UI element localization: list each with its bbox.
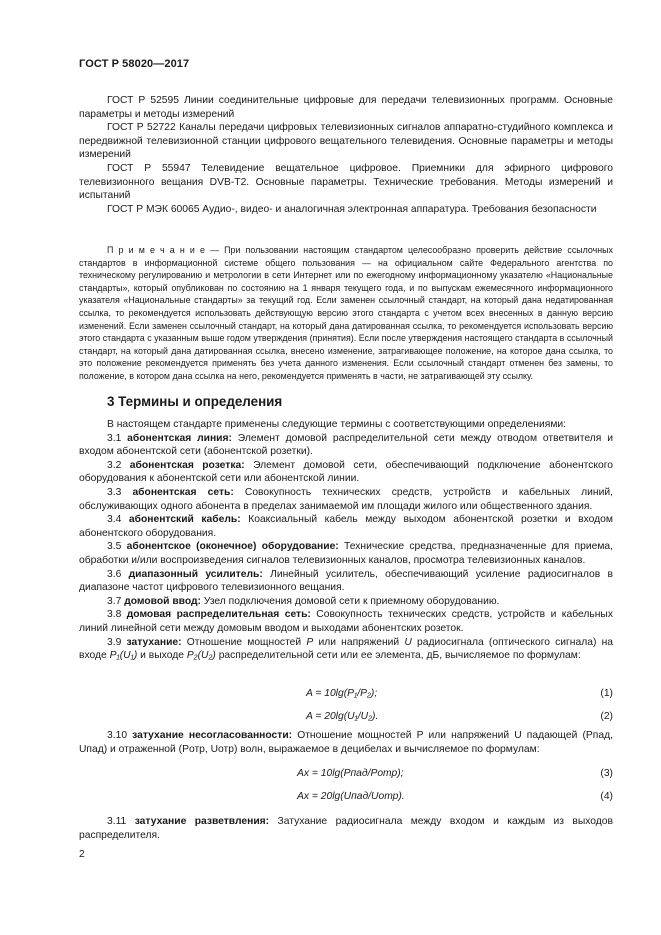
term-item: 3.2 абонентская розетка: Элемент домовой сети, обеспечивающий подключение абонентского оборудования к абонентской сети или абонентской линии. bbox=[79, 459, 613, 485]
term-item: 3.1 абонентская линия: Элемент домовой распределительной сети между отводом ответвителя и входом абонентской сети (абонентской розетки). bbox=[79, 432, 613, 458]
term-item: 3.7 домовой ввод: Узел подключения домовой сети к приемному оборудованию. bbox=[107, 595, 500, 607]
formula-3: Ax = 10lg(Pпад/Pотр); bbox=[297, 768, 404, 779]
term-item: 3.4 абонентский кабель: Коаксиальный кабель между выходом абонентской розетки и входом абонентского оборудования. bbox=[79, 514, 613, 539]
term-item: 3.5 абонентское (оконечное) оборудование: Технические средства, предназначенные для приема, обработки и/или воспроизведения сигналов телевизионных каналов, просмотра телевизионных каналов. bbox=[79, 541, 613, 566]
ref-item: ГОСТ Р 52595 Линии соединительные цифровые для передачи телевизионных программ. Основные параметры и методы измерений bbox=[79, 95, 613, 120]
ref-item: ГОСТ Р 52722 Каналы передачи цифровых телевизионных сигналов аппаратно-студийного комплекса и передвижной телевизионной станции цифрового вещательного телевидения. Основные параметры и методы измерений bbox=[79, 122, 613, 161]
normative-references bbox=[79, 94, 613, 216]
formula-4: Ax = 20lg(Uпад/Uотр). bbox=[297, 791, 405, 802]
formula-4-number: (4) bbox=[600, 791, 613, 802]
note-paragraph: П р и м е ч а н и е — При пользовании настоящим стандартом целесообразно проверить действие ссылочных стандартов в информационной системе общего пользования — на официальном сайте Федерального агентства по техническому регулированию и метрологии в сети Интернет или по ежегодному информационному указателю «Национальные стандарты», который опубликован по состоянию на 1 января текущего года, и по выпускам ежемесячного информационного указателя «Национальные стандарты» за текущий год. Если заменен ссылочный стандарт, на который дана недатированная ссылка, то рекомендуется использовать действующую версию этого стандарта с учетом всех внесенных в данную версию изменений. Если заменен ссылочный стандарт, на который дана датированная ссылка, то рекомендуется использовать версию этого стандарта с указанным выше годом утверждения (принятия). Если после утверждения настоящего стандарта в ссылочный стандарт, на который дана датированная ссылка, внесено изменение, затрагивающее положение, на которое дана ссылка, то это положение рекомендуется применять без учета данного изменения. Если ссылочный стандарт отменен без замены, то положение, в котором дана ссылка на него, рекомендуется применять в части, не затрагивающей эту ссылку. bbox=[79, 245, 613, 381]
formula-1-number: (1) bbox=[600, 688, 613, 699]
term-item: 3.6 диапазонный усилитель: Линейный усилитель, обеспечивающий усиление радиосигналов в диапазоне частот цифрового телевизионного вещания. bbox=[79, 568, 613, 594]
terms-intro: В настоящем стандарте применены следующие термины с соответствующими определениями: bbox=[107, 419, 567, 430]
ref-item: ГОСТ Р МЭК 60065 Аудио-, видео- и аналогичная электронная аппаратура. Требования безопасности bbox=[107, 203, 597, 215]
formula-2: A = 20lg(U₁/U₂). bbox=[306, 711, 379, 722]
formula-2-number: (2) bbox=[600, 711, 613, 722]
term-item-3-11: 3.11 затухание разветвления: Затухание радиосигнала между входом и каждым из выходов распределителя. bbox=[79, 816, 613, 841]
section-title: 3 Термины и определения bbox=[107, 394, 283, 409]
page-number: 2 bbox=[79, 849, 85, 860]
terms-list bbox=[79, 418, 613, 663]
ref-item: ГОСТ Р 55947 Телевидение вещательное цифровое. Приемники для эфирного цифрового телевизионного вещания DVB-T2. Основные параметры. Технические требования. Методы измерений и испытаний bbox=[79, 162, 613, 202]
term-item: 3.8 домовая распределительная сеть: Совокупность технических средств, устройств и кабельных линий линейной сети между домовым вводом и выходами абонентских розеток. bbox=[79, 609, 613, 634]
term-item: 3.3 абонентская сеть: Совокупность технических средств, устройств и кабельных линий, обслуживающих одного абонента в пределах занимаемой им площади жилого или общественного здания. bbox=[79, 486, 613, 512]
formula-1: A = 10lg(P₁/P₂); bbox=[306, 688, 378, 699]
term-item-3-10: 3.10 затухание несогласованности: Отношение мощностей P или напряжений U падающей (Pпад, Uпад) и отраженной (Pотр, Uотр) волн, выражаемое в децибелах и вычисляемое по формулам: bbox=[79, 730, 613, 755]
formula-3-number: (3) bbox=[600, 768, 613, 779]
term-item-3-9: 3.9 затухание: Отношение мощностей P или напряжений U радиосигнала (оптического сигнала) на входе P₁(U₁) и выходе P₂(U₂) распределительной сети или ее элемента, дБ, вычисляемое по формулам: bbox=[79, 636, 613, 662]
page-header: ГОСТ Р 58020—2017 bbox=[79, 58, 190, 70]
